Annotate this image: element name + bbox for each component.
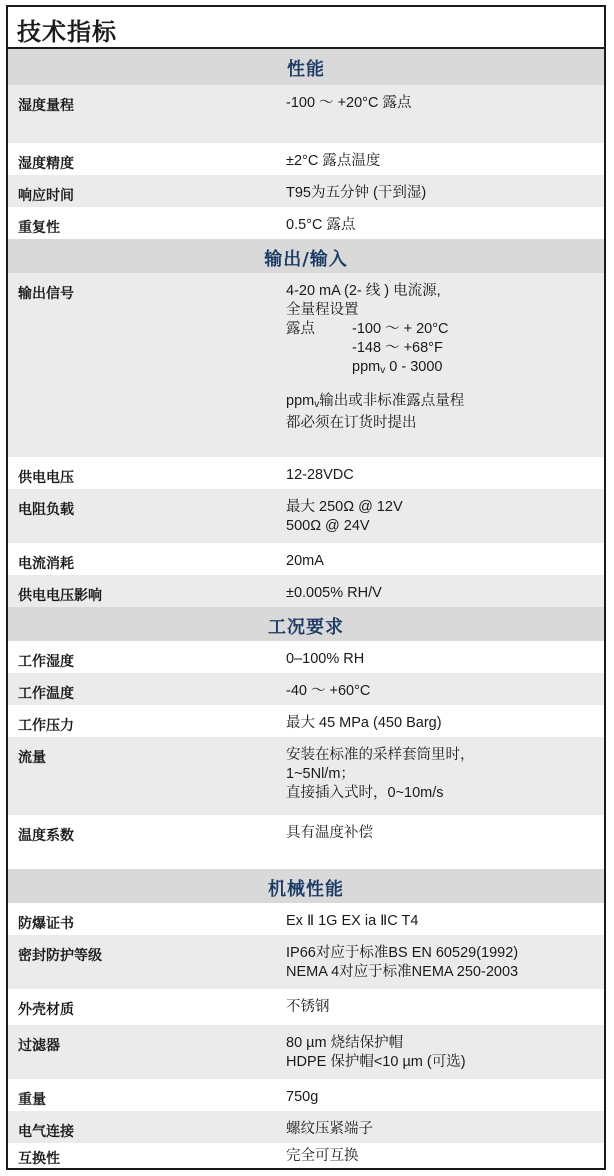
output-line-1: 4-20 mA (2- 线 ) 电流源, bbox=[286, 283, 441, 299]
dewpoint-fahrenheit-range: -148 ～ +68°F bbox=[352, 340, 443, 356]
spec-value: 0–100% RH bbox=[286, 651, 365, 667]
spec-row-operating-temperature bbox=[8, 673, 604, 705]
spec-value: -100 ～ +20°C 露点 bbox=[286, 95, 412, 111]
dewpoint-celsius-line bbox=[286, 320, 464, 339]
note-text: 输出或非标准露点量程 bbox=[319, 393, 465, 409]
spec-row-humidity-accuracy bbox=[8, 143, 604, 175]
spec-value: 具有温度补偿 bbox=[286, 825, 373, 841]
spec-value: ±2°C 露点温度 bbox=[286, 153, 381, 169]
spec-value bbox=[286, 498, 403, 536]
spec-value: T95为五分钟 (干到湿) bbox=[286, 185, 427, 201]
spec-value bbox=[286, 746, 475, 803]
spec-row-load-resistance bbox=[8, 489, 604, 543]
spec-value: 750g bbox=[286, 1089, 319, 1105]
spec-value: 最大 45 MPa (450 Barg) bbox=[286, 715, 442, 731]
value-line: 安装在标准的采样套筒里时， bbox=[286, 747, 475, 763]
spec-value: ±0.005% RH/V bbox=[286, 585, 382, 601]
spec-label: 过滤器 bbox=[18, 1038, 60, 1054]
page-title: 技术指标 bbox=[17, 18, 117, 46]
spec-label: 互换性 bbox=[18, 1151, 60, 1167]
spec-row-housing-material bbox=[8, 989, 604, 1025]
value-line: 1~5Nl/m； bbox=[286, 766, 355, 782]
spec-label: 电气连接 bbox=[18, 1124, 74, 1140]
spec-row-interchangeability bbox=[8, 1143, 604, 1168]
spec-label: 供电电压影响 bbox=[18, 588, 102, 604]
spec-row-supply-effect bbox=[8, 575, 604, 607]
ppm-subscript: v bbox=[380, 365, 386, 376]
spec-row-current-consumption bbox=[8, 543, 604, 575]
output-line-2: 全量程设置 bbox=[286, 302, 359, 318]
value-line: 最大 250Ω @ 12V bbox=[286, 499, 403, 515]
spec-value: 完全可互换 bbox=[286, 1148, 359, 1164]
dewpoint-celsius-range: -100 ～ + 20°C bbox=[352, 321, 449, 337]
value-line: IP66对应于标准BS EN 60529(1992) bbox=[286, 945, 519, 961]
spec-row-weight bbox=[8, 1079, 604, 1111]
note-line-1 bbox=[286, 392, 464, 414]
ppm-subscript: v bbox=[314, 399, 320, 410]
spec-label: 工作湿度 bbox=[18, 654, 74, 670]
spec-label: 电阻负载 bbox=[18, 502, 74, 518]
spec-value: 螺纹压紧端子 bbox=[286, 1121, 373, 1137]
dewpoint-label: 露点 bbox=[286, 321, 315, 337]
spec-label: 工作压力 bbox=[18, 718, 74, 734]
spec-row-supply-voltage bbox=[8, 457, 604, 489]
spec-sheet bbox=[6, 5, 606, 1170]
spec-label: 工作温度 bbox=[18, 686, 74, 702]
spec-row-filter bbox=[8, 1025, 604, 1079]
value-line: HDPE 保护帽<10 µm (可选) bbox=[286, 1054, 466, 1070]
note-line-2: 都必须在订货时提出 bbox=[286, 415, 417, 431]
value-line: 500Ω @ 24V bbox=[286, 518, 370, 534]
spec-label: 电流消耗 bbox=[18, 556, 74, 572]
spec-value bbox=[286, 1034, 466, 1072]
ppm-range-line bbox=[286, 358, 464, 380]
spec-row-repeatability bbox=[8, 207, 604, 239]
spec-row-temp-coefficient bbox=[8, 815, 604, 869]
spec-label: 湿度量程 bbox=[18, 98, 74, 114]
spec-label: 密封防护等级 bbox=[18, 948, 102, 964]
spec-label: 重量 bbox=[18, 1092, 46, 1108]
section-header-mechanical: 机械性能 bbox=[8, 869, 604, 903]
value-line: 直接插入式时，0~10m/s bbox=[286, 785, 444, 801]
spec-value: Ex Ⅱ 1G EX ia ⅡC T4 bbox=[286, 913, 419, 929]
ppm-range: 0 - 3000 bbox=[385, 359, 443, 375]
spec-label: 供电电压 bbox=[18, 470, 74, 486]
value-line: NEMA 4对应于标准NEMA 250-2003 bbox=[286, 964, 519, 980]
page-title-bar bbox=[8, 7, 604, 49]
spec-value: 20mA bbox=[286, 553, 324, 569]
spec-value: 12-28VDC bbox=[286, 467, 354, 483]
spec-row-electrical-connection bbox=[8, 1111, 604, 1143]
section-header-io: 输出/输入 bbox=[8, 239, 604, 273]
spec-label: 湿度精度 bbox=[18, 156, 74, 172]
spec-label: 响应时间 bbox=[18, 188, 74, 204]
spec-row-explosion-proof bbox=[8, 903, 604, 935]
section-header-conditions: 工况要求 bbox=[8, 607, 604, 641]
spec-row-ingress-protection bbox=[8, 935, 604, 989]
spec-value: 0.5°C 露点 bbox=[286, 217, 356, 233]
spec-label: 防爆证书 bbox=[18, 916, 74, 932]
spec-row-humidity-range bbox=[8, 85, 604, 143]
spec-value: -40 ～ +60°C bbox=[286, 683, 371, 699]
value-line: 80 µm 烧结保护帽 bbox=[286, 1035, 404, 1051]
spec-row-operating-humidity bbox=[8, 641, 604, 673]
ppm-unit: ppm bbox=[286, 393, 315, 409]
spec-value: 不锈钢 bbox=[286, 999, 330, 1015]
spacer bbox=[286, 380, 464, 392]
spec-label: 输出信号 bbox=[18, 286, 74, 302]
spec-row-output-signal bbox=[8, 273, 604, 457]
spec-label: 外壳材质 bbox=[18, 1002, 74, 1018]
spec-row-flow bbox=[8, 737, 604, 815]
spec-row-response-time bbox=[8, 175, 604, 207]
ppm-unit: ppm bbox=[352, 359, 381, 375]
section-header-performance: 性能 bbox=[8, 49, 604, 85]
spec-label: 重复性 bbox=[18, 220, 60, 236]
spec-label: 流量 bbox=[18, 750, 46, 766]
spec-label: 温度系数 bbox=[18, 828, 74, 844]
spec-value bbox=[286, 282, 464, 433]
spec-row-operating-pressure bbox=[8, 705, 604, 737]
spec-value bbox=[286, 944, 518, 982]
